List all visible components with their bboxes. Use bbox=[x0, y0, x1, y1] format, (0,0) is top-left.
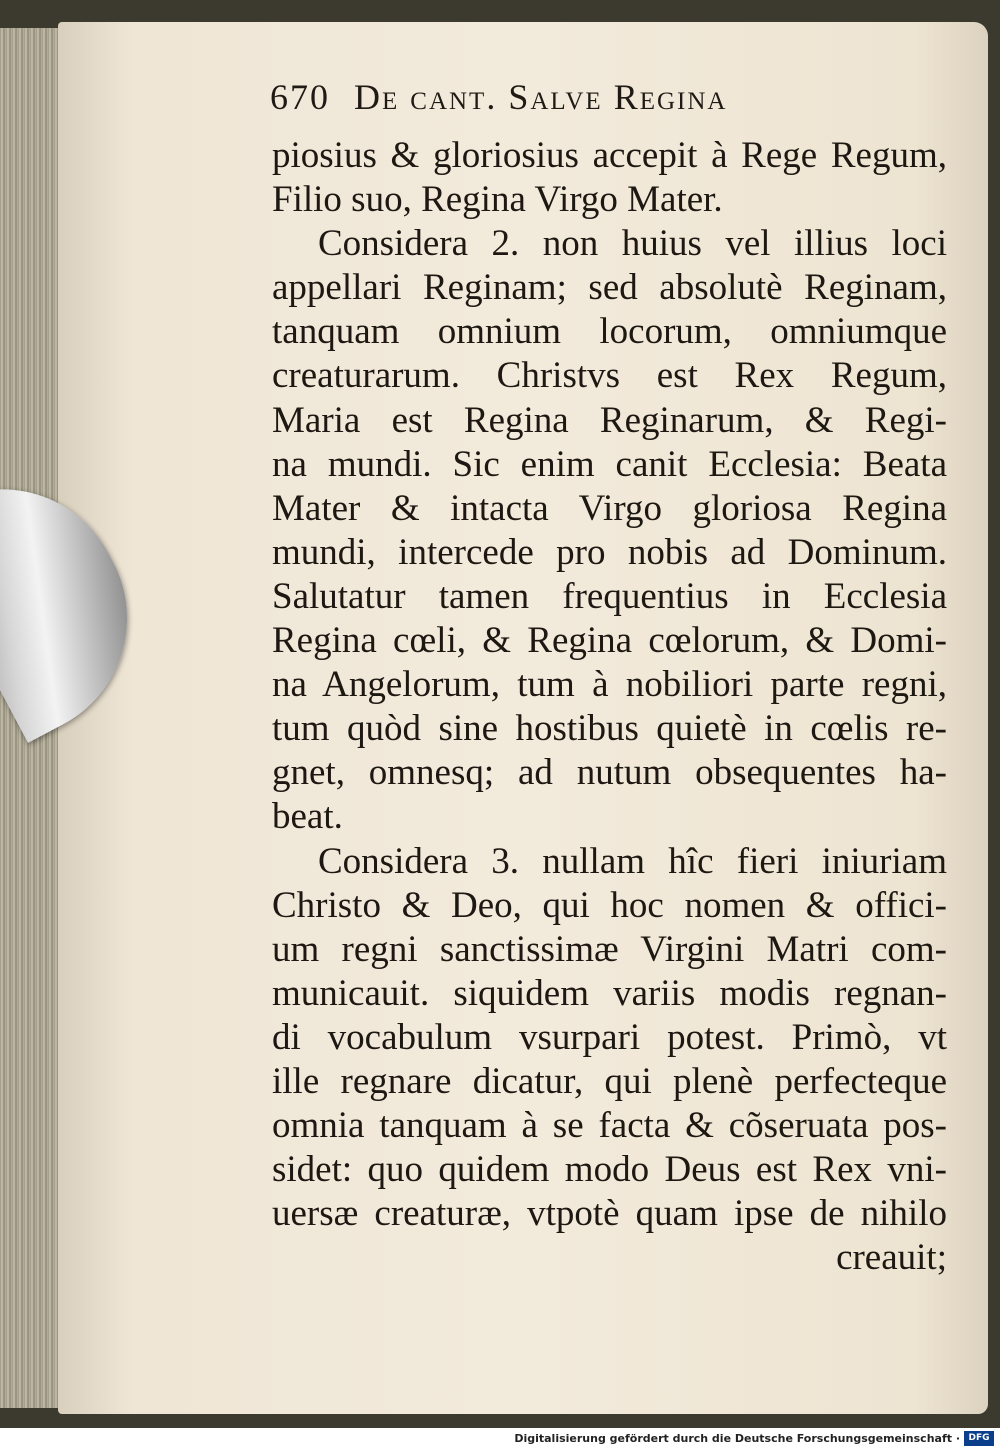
text-line: creauit; bbox=[836, 1237, 947, 1279]
text-line: Regina cœli, & Regina cœlorum, & Domi- bbox=[272, 620, 947, 662]
text-line: tum quòd sine hostibus quietè in cœlis re- bbox=[272, 708, 947, 750]
page-number: 670 bbox=[270, 77, 330, 117]
text-line: na mundi. Sic enim canit Ecclesia: Beata bbox=[272, 443, 947, 485]
text-line: na Angelorum, tum à nobiliori parte regni, bbox=[272, 664, 947, 706]
text-line: gnet, omnesq; ad nutum obsequentes ha- bbox=[272, 752, 947, 794]
text-line: mundi, intercede pro nobis ad Dominum. bbox=[272, 531, 947, 573]
text-line: ille regnare dicatur, qui plenè perfecteque bbox=[272, 1060, 947, 1102]
text-line: Considera 2. non huius vel illius loci bbox=[318, 223, 947, 265]
running-title: De cant. Salve Regina bbox=[354, 77, 728, 117]
text-line: Considera 3. nullam hîc fieri iniuriam bbox=[318, 840, 947, 882]
text-line: uersæ creaturæ, vtpotè quam ipse de nihilo bbox=[272, 1193, 947, 1235]
text-line: beat. bbox=[272, 796, 343, 838]
text-line: Christo & Deo, qui hoc nomen & offici- bbox=[272, 884, 947, 926]
digitization-footer bbox=[0, 1428, 1000, 1450]
text-line: creaturarum. Christvs est Rex Regum, bbox=[272, 355, 947, 397]
text-line: municauit. siquidem variis modis regnan- bbox=[272, 972, 947, 1014]
text-line: um regni sanctissimæ Virgini Matri com- bbox=[272, 928, 947, 970]
text-line: tanquam omnium locorum, omniumque bbox=[272, 311, 947, 353]
text-line: omnia tanquam à se facta & cõseruata pos- bbox=[272, 1105, 947, 1147]
text-line: Maria est Regina Reginarum, & Regi- bbox=[272, 399, 947, 441]
text-line: Salutatur tamen frequentius in Ecclesia bbox=[272, 575, 947, 617]
text-line: Mater & intacta Virgo gloriosa Regina bbox=[272, 487, 947, 529]
text-line: appellari Reginam; sed absolutè Reginam, bbox=[272, 267, 947, 309]
text-block bbox=[272, 134, 947, 1280]
text-line: piosius & gloriosius accepit à Rege Regum, bbox=[272, 135, 947, 176]
text-line: sidet: quo quidem modo Deus est Rex vni- bbox=[272, 1149, 947, 1191]
dfg-logo: DFG bbox=[964, 1431, 994, 1446]
running-head bbox=[270, 76, 910, 126]
text-line: Filio suo, Regina Virgo Mater. bbox=[272, 179, 723, 221]
text-line: di vocabulum vsurpari potest. Primò, vt bbox=[272, 1016, 947, 1058]
footer-credit: Digitalisierung gefördert durch die Deutsche Forschungsgemeinschaft · bbox=[514, 1432, 960, 1445]
